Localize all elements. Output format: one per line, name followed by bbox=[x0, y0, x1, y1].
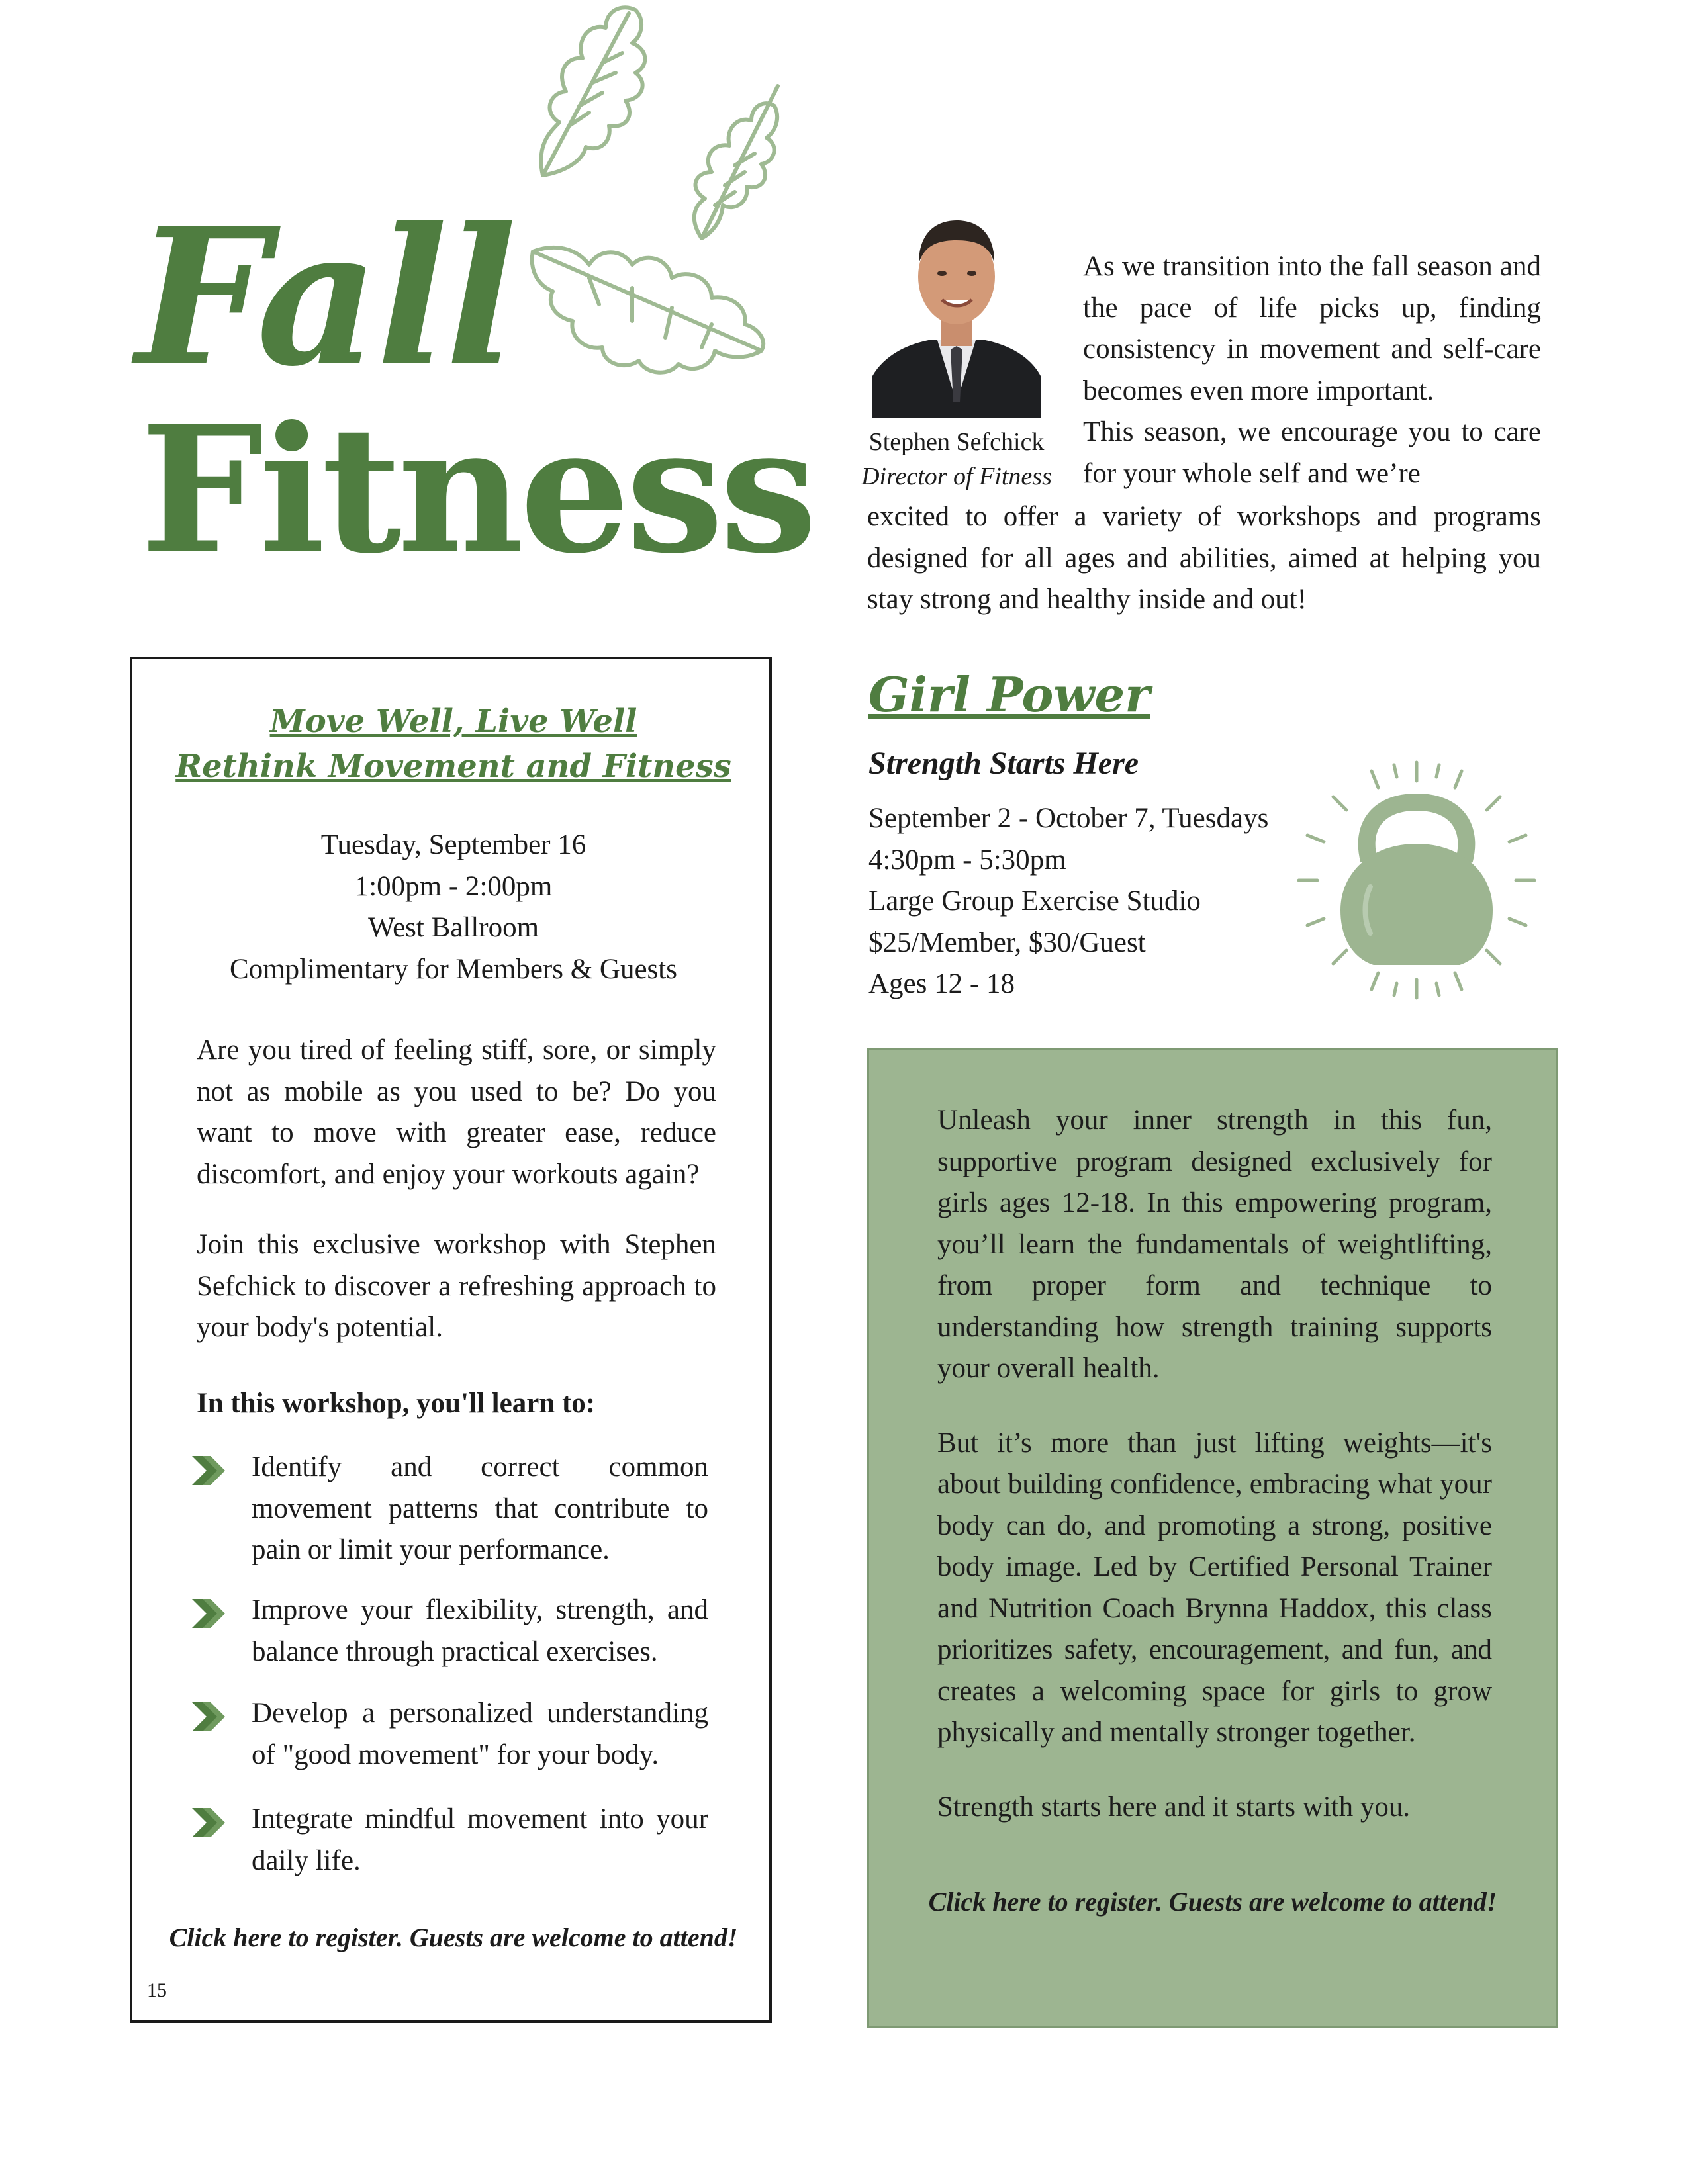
workshop-register-link[interactable]: Click here to register. Guests are welcome to attend! bbox=[169, 1923, 738, 1952]
workshop-learn-heading: In this workshop, you'll learn to: bbox=[197, 1388, 596, 1419]
chevron-bullet-icon bbox=[192, 1599, 229, 1628]
director-name: Stephen Sefchick bbox=[868, 428, 1045, 456]
director-photo bbox=[872, 210, 1041, 418]
workshop-title[interactable] bbox=[132, 699, 774, 789]
girl-power-paragraph: Strength starts here and it starts with you. bbox=[937, 1791, 1411, 1823]
bullet-text: Improve your flexibility, strength, and balance through practical exercises. bbox=[252, 1594, 708, 1667]
chevron-bullet-icon bbox=[192, 1702, 229, 1731]
workshop-location: West Ballroom bbox=[367, 912, 539, 943]
oak-leaf-icon bbox=[669, 79, 788, 245]
girl-power-price: $25/Member, $30/Guest bbox=[868, 927, 1146, 958]
bullet-text: Develop a personalized understanding of "good movement" for your body. bbox=[252, 1698, 708, 1770]
intro-paragraph: This season, we encourage you to care for your whole self and we’re bbox=[1083, 416, 1541, 489]
girl-power-register-link[interactable]: Click here to register. Guests are welcome to attend! bbox=[928, 1887, 1497, 1917]
intro-paragraph-continued: excited to offer a variety of workshops and programs designed for all ages and abilities, aimed at helping you stay strong and healthy inside and out! bbox=[867, 501, 1541, 615]
girl-power-details bbox=[868, 798, 1332, 1005]
girl-power-time: 4:30pm - 5:30pm bbox=[868, 844, 1066, 876]
workshop-time: 1:00pm - 2:00pm bbox=[354, 870, 553, 902]
intro-text bbox=[1083, 246, 1541, 494]
workshop-details bbox=[132, 825, 774, 990]
bullet-text: Identify and correct common movement patterns that contribute to pain or limit your performance. bbox=[252, 1451, 708, 1565]
director-role: Director of Fitness bbox=[861, 463, 1052, 490]
girl-power-dates: September 2 - October 7, Tuesdays bbox=[868, 803, 1269, 834]
page-title-line1: Fall bbox=[136, 187, 514, 408]
girl-power-description bbox=[937, 1100, 1492, 1861]
workshop-price: Complimentary for Members & Guests bbox=[230, 953, 677, 985]
girl-power-paragraph: Unleash your inner strength in this fun, supportive program designed exclusively for girls ages 12-18. In this empowering program, you’ll learn the fundamentals of weightlifting, from proper form and technique to understanding how strength training supports your overall health. bbox=[937, 1105, 1492, 1384]
bullet-text: Integrate mindful movement into your daily life. bbox=[252, 1803, 708, 1876]
chevron-bullet-icon bbox=[192, 1808, 229, 1837]
page-title-line2: Fitness bbox=[140, 388, 814, 592]
workshop-paragraph: Are you tired of feeling stiff, sore, or simply not as mobile as you used to be? Do you want to move with greater ease, reduce discomfort, and enjoy your workouts again? bbox=[197, 1034, 716, 1190]
workshop-date: Tuesday, September 16 bbox=[320, 829, 586, 860]
oak-leaf-icon bbox=[530, 0, 662, 185]
workshop-paragraph: Join this exclusive workshop with Stephen Sefchick to discover a refreshing approach to your body's potential. bbox=[197, 1229, 716, 1343]
kettlebell-icon bbox=[1291, 754, 1542, 1006]
girl-power-subtitle: Strength Starts Here bbox=[868, 746, 1139, 781]
workshop-title-line1[interactable]: Move Well, Live Well bbox=[269, 703, 637, 740]
girl-power-ages: Ages 12 - 18 bbox=[868, 968, 1015, 999]
workshop-description bbox=[197, 1030, 716, 1378]
chevron-bullet-icon bbox=[192, 1456, 229, 1485]
girl-power-location: Large Group Exercise Studio bbox=[868, 886, 1201, 917]
girl-power-paragraph: But it’s more than just lifting weights—it's about building confidence, embracing what your body can do, and promoting a strong, positive body image. Led by Certified Personal Trainer and Nutrition Coach Brynna Haddox, this class prioritizes safety, encouragement, and fun, and creates a welcoming space for girls to grow physically and mentally stronger together. bbox=[937, 1427, 1492, 1748]
intro-paragraph: As we transition into the fall season and the pace of life picks up, finding consistency in movement and self-care becomes even more important. bbox=[1083, 251, 1541, 406]
workshop-title-line2[interactable]: Rethink Movement and Fitness bbox=[175, 748, 731, 785]
page-number: 15 bbox=[147, 1979, 167, 2001]
girl-power-title[interactable]: Girl Power bbox=[868, 666, 1150, 723]
